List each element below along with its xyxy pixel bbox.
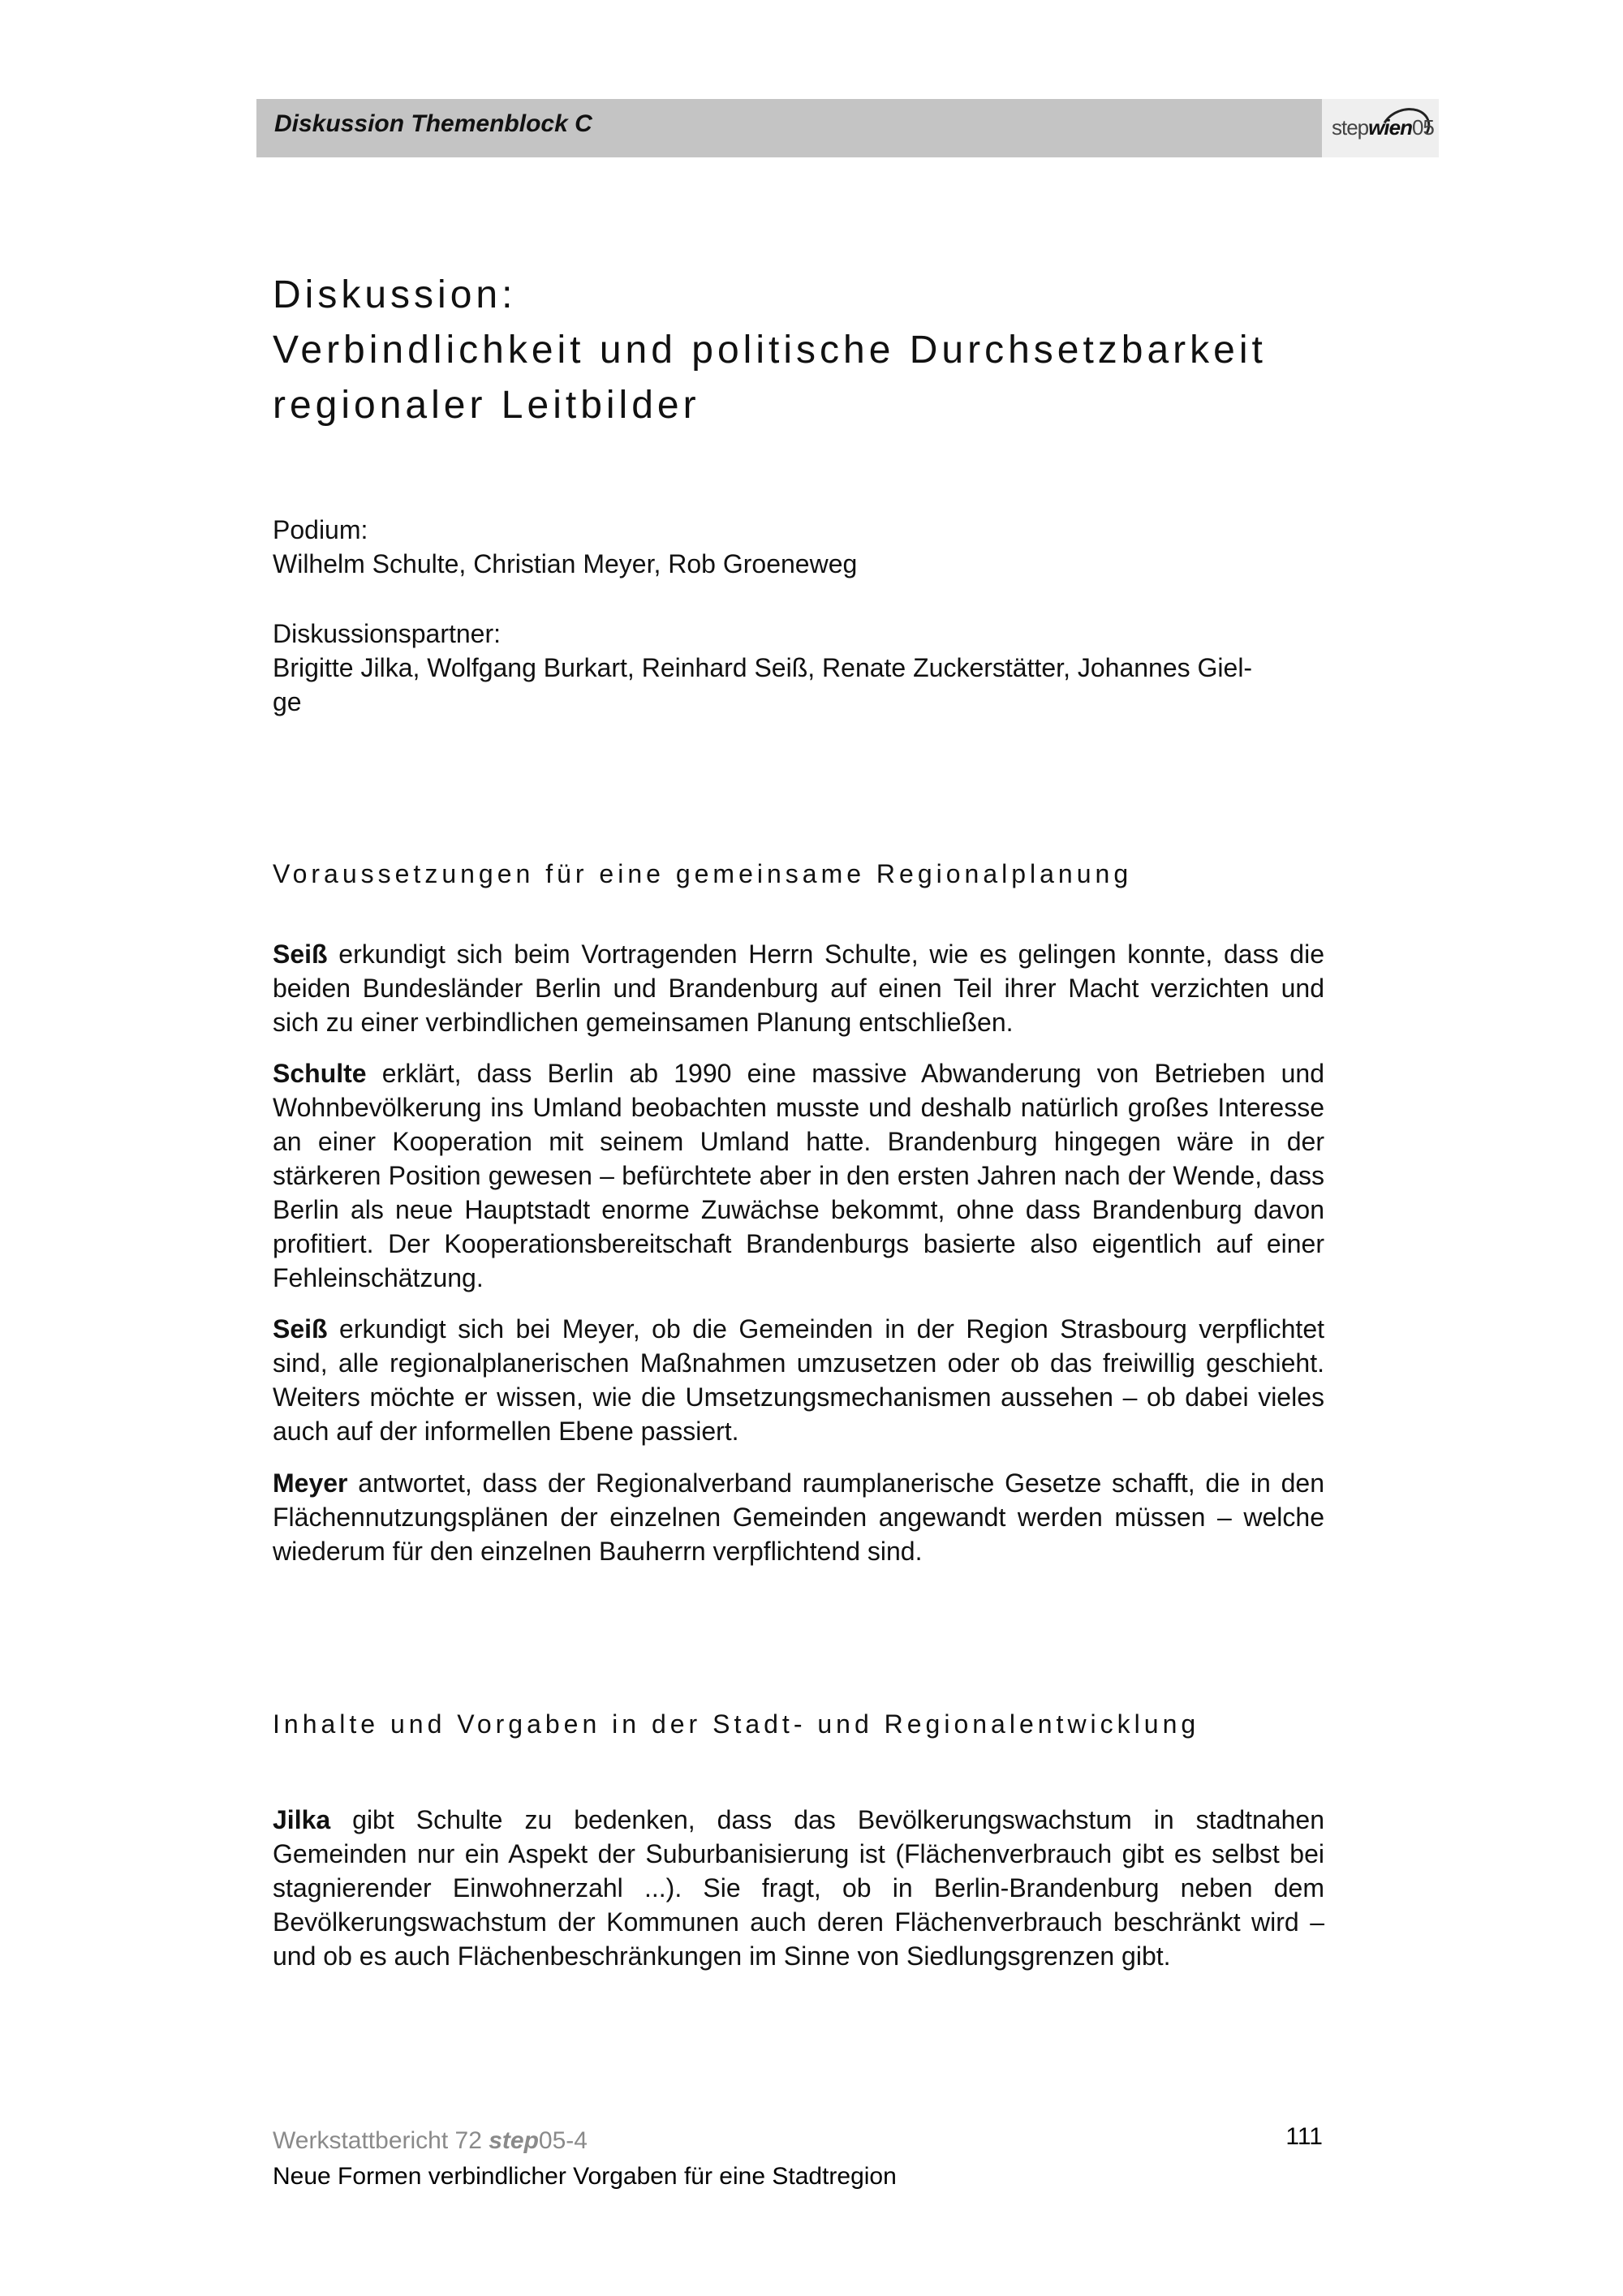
partners-names-1: Brigitte Jilka, Wolfgang Burkart, Reinhard Seiß, Renate Zuckerstätter, Johannes Giel- bbox=[273, 653, 1253, 682]
paragraph: Seiß erkundigt sich beim Vortragenden Herrn Schulte, wie es gelingen konnte, dass die beiden Bundesländer Berlin und Brandenburg auf einen Teil ihrer Macht verzichten und sich zu einer verbindlichen gemeinsamen Planung entschließen. bbox=[273, 939, 1324, 1037]
paragraph: Meyer antwortet, dass der Regionalverband raumplanerische Gesetze schafft, die in den Flächennutzungsplänen der einzelnen Gemeinden angewandt werden müssen – welche wiederum für den einzelnen Bauherrn verpflichtend sind. bbox=[273, 1468, 1324, 1566]
footer bbox=[273, 2123, 897, 2195]
logo-text: stepwien05 bbox=[1332, 115, 1434, 140]
speaker-name: Meyer bbox=[273, 1468, 348, 1498]
paragraph: Seiß erkundigt sich bei Meyer, ob die Gemeinden in der Region Strasbourg verpflichtet sind, alle regionalplanerischen Maßnahmen umzusetzen oder ob das freiwillig geschieht. Weiters möchte er wissen, wie die Umsetzungsmechanismen aussehen – ob dabei vieles auch auf der informellen Ebene passiert. bbox=[273, 1314, 1324, 1446]
paragraph: Schulte erklärt, dass Berlin ab 1990 eine massive Abwanderung von Betrieben und Wohnbevölkerung ins Umland beobachten musste und deshalb natürlich großes Interesse an einer Kooperation mit seinem Umland hatte. Brandenburg hingegen wäre in der stärkeren Position gewesen – befürchtete aber in den ersten Jahren nach der Wende, dass Berlin als neue Hauptstadt enorme Zuwächse bekommt, ohne dass Brandenburg davon profitiert. Der Kooperationsbereitschaft Brandenburgs basierte also eigentlich auf einer Fehleinschätzung. bbox=[273, 1059, 1324, 1292]
partners-names-2: ge bbox=[273, 687, 302, 716]
partners-block bbox=[273, 617, 1252, 719]
podium-label: Podium: bbox=[273, 515, 368, 544]
footer-subtitle: Neue Formen verbindlicher Vorgaben für eine Stadtregion bbox=[273, 2163, 897, 2190]
title-line-1: Diskussion: bbox=[273, 273, 517, 316]
title-line-3: regionaler Leitbilder bbox=[273, 384, 700, 427]
title-line-2: Verbindlichkeit und politische Durchsetzbarkeit bbox=[273, 329, 1267, 372]
podium-names: Wilhelm Schulte, Christian Meyer, Rob Groeneweg bbox=[273, 549, 858, 578]
speaker-name: Schulte bbox=[273, 1059, 367, 1088]
partners-label: Diskussionspartner: bbox=[273, 619, 501, 648]
footer-series: Werkstattbericht 72 step05-4 bbox=[273, 2127, 588, 2154]
speaker-name: Seiß bbox=[273, 939, 328, 969]
speaker-name: Jilka bbox=[273, 1805, 331, 1834]
speaker-name: Seiß bbox=[273, 1314, 328, 1344]
page-title bbox=[273, 268, 1267, 433]
header-title: Diskussion Themenblock C bbox=[274, 110, 592, 137]
step-wien-logo bbox=[1322, 99, 1439, 157]
section-heading-1: Voraussetzungen für eine gemeinsame Regionalplanung bbox=[273, 859, 1133, 888]
podium-block bbox=[273, 513, 857, 581]
section-heading-2: Inhalte und Vorgaben in der Stadt- und Regionalentwicklung bbox=[273, 1709, 1200, 1739]
paragraph: Jilka gibt Schulte zu bedenken, dass das Bevölkerungswachstum in stadtnahen Gemeinden nur ein Aspekt der Suburbanisierung ist (Flächenverbrauch gibt es selbst bei stagnierender Einwohnerzahl ...). Sie fragt, ob in Berlin-Brandenburg neben dem Bevölkerungswachstum der Kommunen auch deren Flächenverbrauch beschränkt wird – und ob es auch Flächenbeschränkungen im Sinne von Siedlungsgrenzen gibt. bbox=[273, 1805, 1324, 1971]
page-number: 111 bbox=[1285, 2123, 1323, 2150]
